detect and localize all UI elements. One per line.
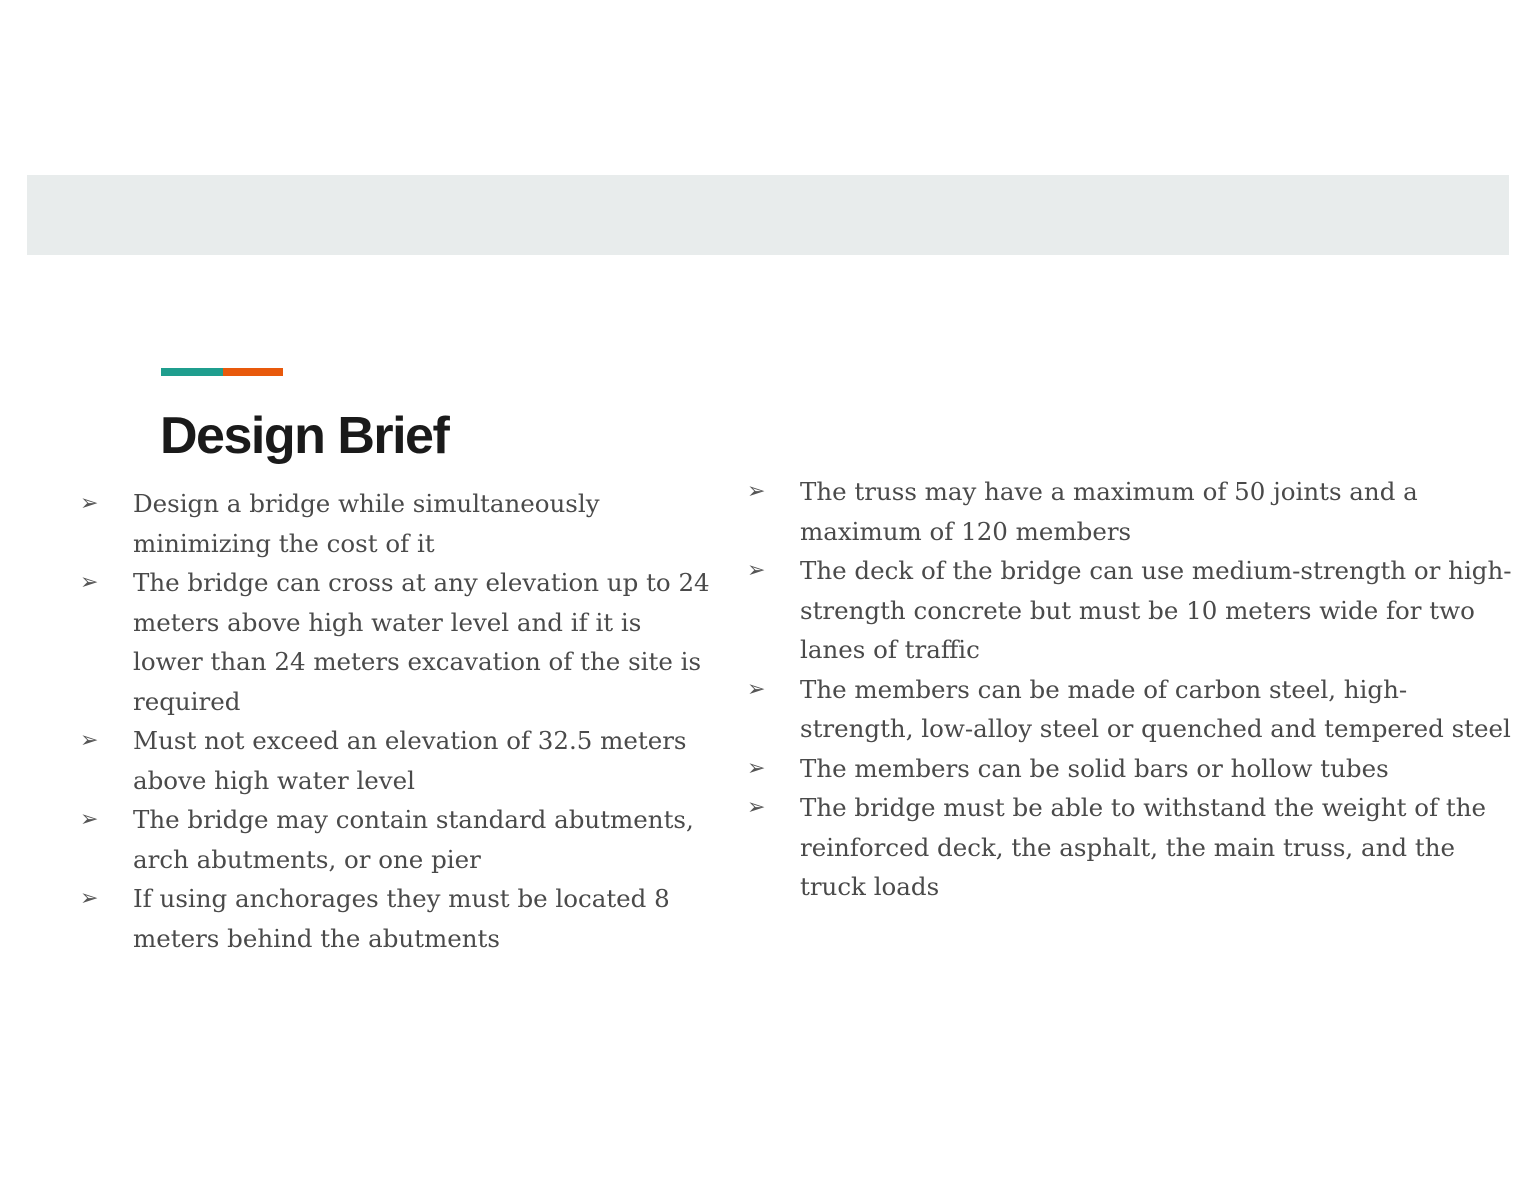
list-item: [747, 788, 1517, 907]
bullet-text: Must not exceed an elevation of 32.5 meters above high water level: [133, 726, 687, 795]
title-accent-teal: [161, 368, 223, 376]
arrow-bullet-icon: ➢: [80, 807, 99, 832]
arrow-bullet-icon: ➢: [80, 491, 99, 516]
bullet-text: The bridge can cross at any elevation up to 24 meters above high water level and if it is lower than 24 meters excavation of the site is required: [133, 568, 710, 716]
bullet-text: The members can be solid bars or hollow tubes: [800, 753, 1389, 783]
arrow-bullet-icon: ➢: [747, 558, 766, 583]
list-item: [747, 551, 1517, 670]
list-item: [80, 879, 710, 958]
left-bullet-list: [80, 484, 710, 958]
list-item: [80, 484, 710, 563]
arrow-bullet-icon: ➢: [80, 886, 99, 911]
list-item: [80, 800, 710, 879]
arrow-bullet-icon: ➢: [747, 479, 766, 504]
bullet-text: If using anchorages they must be located 8 meters behind the abutments: [133, 884, 670, 953]
bullet-text: Design a bridge while simultaneously minimizing the cost of it: [133, 489, 600, 558]
header-band: [27, 175, 1509, 255]
list-item: [747, 670, 1517, 749]
arrow-bullet-icon: ➢: [747, 755, 766, 781]
right-bullet-list: [747, 472, 1517, 907]
list-item: [80, 721, 710, 800]
bullet-text: The bridge may contain standard abutments, arch abutments, or one pier: [133, 805, 694, 874]
bullet-text: The truss may have a maximum of 50 joints and a maximum of 120 members: [800, 477, 1418, 546]
list-item: [747, 472, 1517, 551]
arrow-bullet-icon: ➢: [80, 570, 99, 595]
bullet-text: The bridge must be able to withstand the weight of the reinforced deck, the asphalt, the main truss, and the truck loads: [800, 793, 1487, 901]
title-accent-orange: [223, 368, 283, 376]
arrow-bullet-icon: ➢: [747, 795, 766, 820]
list-item: [747, 749, 1517, 789]
bullet-text: The deck of the bridge can use medium-strength or high-strength concrete but must be 10 meters wide for two lanes of traffic: [800, 556, 1512, 664]
slide-title: Design Brief: [160, 407, 449, 465]
arrow-bullet-icon: ➢: [747, 676, 766, 702]
bullet-text: The members can be made of carbon steel, high-strength, low-alloy steel or quenched and tempered steel: [800, 674, 1511, 743]
arrow-bullet-icon: ➢: [80, 728, 99, 753]
list-item: [80, 563, 710, 721]
